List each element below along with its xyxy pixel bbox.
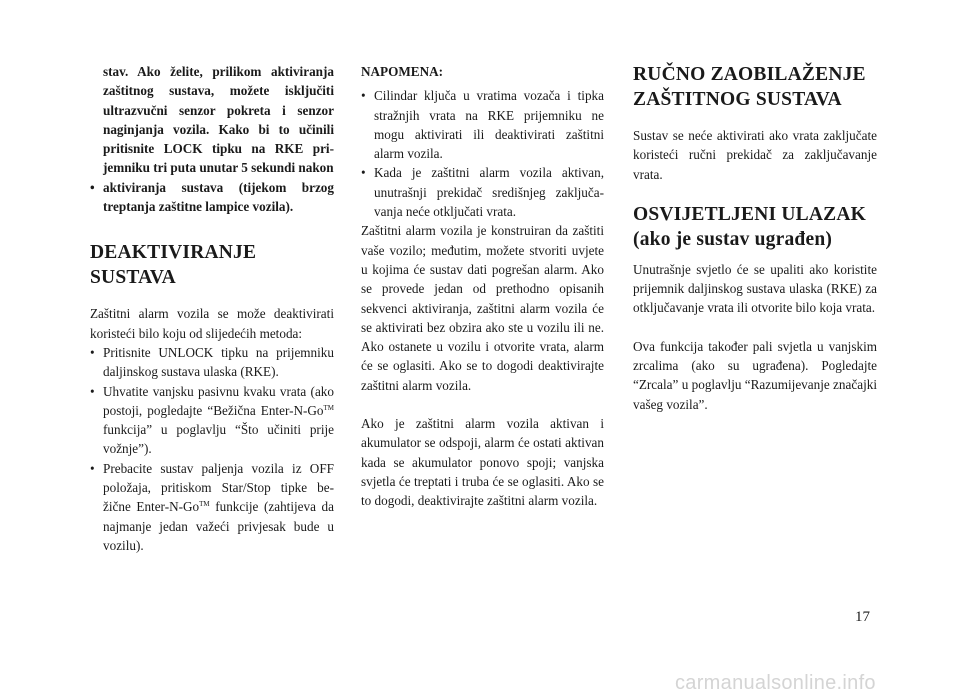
- bullet-dot: •: [361, 88, 366, 104]
- bullet-text: Kada je zaštitni alarm vozila aktivan, unutrašnji prekidač središnjeg zaključa-vanja neće otključati vrata.: [374, 165, 604, 220]
- watermark-text: carmanualsonline.info: [675, 672, 876, 694]
- section-heading: ZAŠTITNOG SUSTAVA: [633, 89, 842, 110]
- bullet-item: [90, 459, 334, 555]
- note-bullet: [361, 86, 604, 163]
- section-heading: OSVIJETLJENI ULAZAK: [633, 203, 866, 225]
- column-middle: [361, 62, 604, 511]
- trademark-mark: TM: [323, 403, 334, 412]
- bullet-dot: •: [90, 383, 95, 399]
- note-title: NAPOMENA:: [361, 64, 444, 79]
- bullet-text: Pritisnite UNLOCK tipku na prijemniku daljinskog sustava ulaska (RKE).: [103, 344, 334, 380]
- column-left: [90, 62, 334, 555]
- bullet-text: aktiviranja sustava (tijekom brzog treptanja zaštitne lampice vozila).: [103, 179, 334, 215]
- bullet-text: funkcije (zahtijeva da najmanje jedan važeći privjesak bude u vozilu).: [103, 499, 334, 553]
- bullet-item: [90, 382, 334, 459]
- trademark-mark: TM: [199, 500, 210, 509]
- body-paragraph: Ova funkcija također pali svjetla u vanjskim zrcalima (ako su ugrađena). Pogledajte “Zrcala” u poglavlju “Razumijevanje značajki vašeg vozila”.: [633, 338, 877, 412]
- page-number: 17: [855, 609, 870, 625]
- bullet-text: Cilindar ključa u vratima vozača i tipka stražnjih vrata na RKE prijemniku ne mogu aktivirati ili deaktivirati zaštitni alarm vozila.: [374, 88, 604, 162]
- section-intro: Zaštitni alarm vozila se može deaktivirati koristeći bilo koju od slijedećih metoda:: [90, 306, 334, 341]
- bullet-item: [90, 343, 334, 382]
- continued-paragraph: stav. Ako želite, prilikom aktiviranja zaštitnog sustava, možete isključiti ultrazvučni senzor pokreta i senzor naginjanja vozila. Kako bi to učinili pritisnite LOCK tipku na RKE pri-jemniku tri puta unutar 5 sekundi nakon: [103, 64, 334, 176]
- bullet-dot: •: [90, 460, 95, 476]
- body-paragraph: Unutrašnje svjetlo će se upaliti ako koristite prijemnik daljinskog sustava ulaska (RKE) za otključavanje vrata ili otvorite bilo koja vrata.: [633, 261, 877, 316]
- section-heading: RUČNO ZAOBILAŽENJE: [633, 64, 866, 85]
- column-right: [633, 62, 877, 414]
- bullet-text: Uhvatite vanjsku pasivnu kvaku vrata (ako postoji, pogledajte “Bežična Enter-N-Go: [103, 383, 334, 418]
- body-paragraph: Ako je zaštitni alarm vozila aktivan i akumulator se odspoji, alarm će ostati aktivan kada se akumulator ponovo spoji; vanjska svjetla će treptati i truba će se oglasiti. Ako se to dogodi, deaktivirajte zaštitni alarm vozila.: [361, 416, 604, 509]
- body-paragraph: Sustav se neće aktivirati ako vrata zaključate koristeći ručni prekidač za zaključavanje vrata.: [633, 128, 877, 182]
- bullet-text: Prebacite sustav paljenja vozila iz OFF položaja, pritiskom Star/Stop tipke be-žične Enter-N-Go: [103, 460, 334, 515]
- bullet-dot: •: [90, 179, 95, 195]
- bullet-dot: •: [90, 344, 95, 360]
- bullet-item: [90, 178, 334, 217]
- body-paragraph: Zaštitni alarm vozila je konstruiran da zaštiti vaše vozilo; međutim, možete stvoriti uvjete u kojima će sustav dati pogrešan alarm. Ako se provede jedan od prethodno opisanih sekvenci aktiviranja, zaštitni alarm vozila će se aktivirati bez obzira ako ste u vozilu ili ne. Ako ostanete u vozilu i otvorite vrata, alarm će se oglasiti. Ako se to dogodi deaktivirajte zaštitni alarm vozila.: [361, 223, 604, 393]
- bullet-dot: •: [361, 165, 366, 181]
- bullet-text: funkcija” u poglavlju “Što učiniti prije vožnje”).: [103, 422, 334, 457]
- section-heading: (ako je sustav ugrađen): [633, 228, 833, 250]
- note-bullet: [361, 163, 604, 221]
- section-heading: DEAKTIVIRANJE SUSTAVA: [90, 242, 257, 289]
